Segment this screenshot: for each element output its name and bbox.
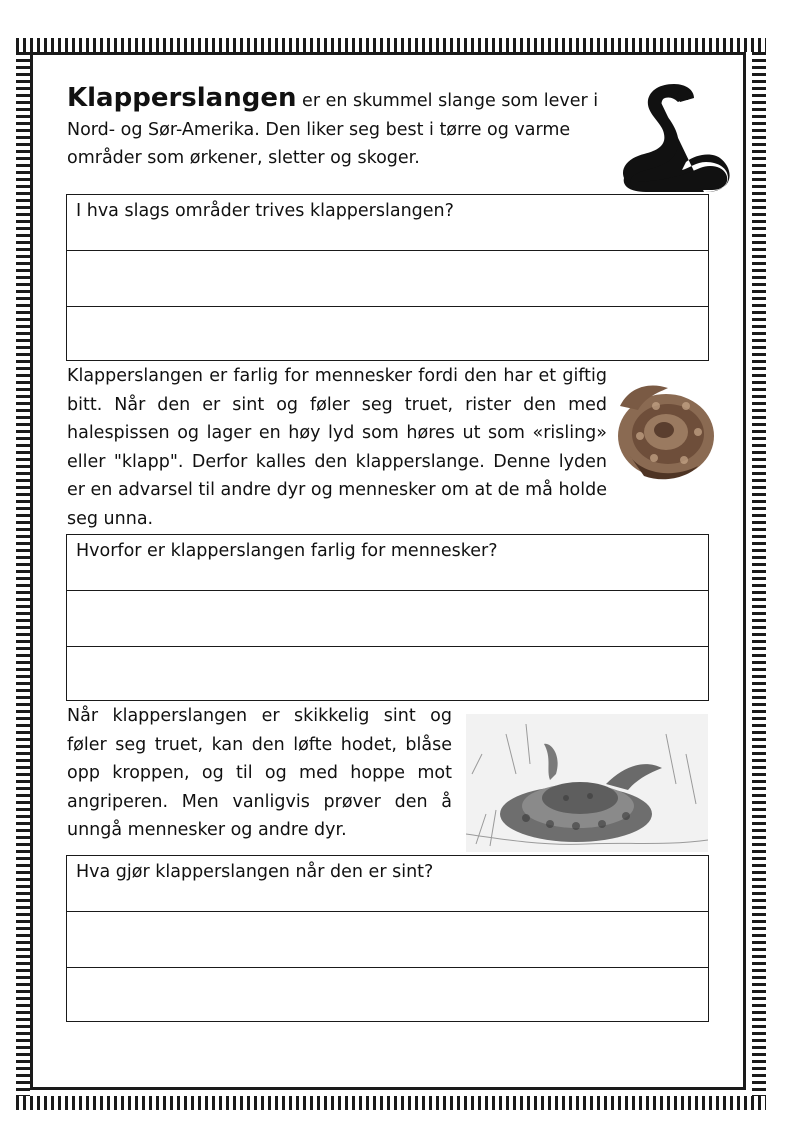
answer-line-3a[interactable] <box>67 912 708 968</box>
rattlesnake-engraving <box>466 714 708 852</box>
border-ticks-top <box>16 38 766 52</box>
intro-text: er en skummel slange som lever i Nord- og Sør-Amerika. Den liker seg best i tørre og varme områder som ørkener, sletter og skoger. <box>67 91 599 168</box>
behaviour-paragraph: Når klapperslangen er skikkelig sint og føler seg truet, kan den løfte hodet, blåse opp kroppen, og til og med hoppe mot angriperen. Men vanligvis prøver den å unngå mennesker og andre dyr. <box>67 706 452 840</box>
answer-line-1a[interactable] <box>67 251 708 307</box>
intro-lead-title: Klapperslangen <box>67 83 297 113</box>
question-2-row <box>67 535 708 591</box>
answer-line-3b[interactable] <box>67 968 708 1021</box>
danger-paragraph: Klapperslangen er farlig for mennesker fordi den har et giftig bitt. Når den er sint og føler seg truet, rister den med halespissen og lager en høy lyd som høres ut som «risling» eller "klapp". Derfor kalles den klapperslange. Denne lyden er en advarsel til andre dyr og mennesker om at de må holde seg unna. <box>67 366 607 529</box>
question-1-label: I hva slags områder trives klapperslangen? <box>76 201 454 221</box>
answer-line-1b[interactable] <box>67 307 708 360</box>
question-box-1 <box>66 194 709 361</box>
question-1-row <box>67 195 708 251</box>
snake-silhouette-image <box>616 82 732 194</box>
question-3-label: Hva gjør klapperslangen når den er sint? <box>76 862 434 882</box>
answer-line-2a[interactable] <box>67 591 708 647</box>
border-ticks-left <box>16 52 30 1096</box>
answer-line-2b[interactable] <box>67 647 708 700</box>
question-box-3 <box>66 855 709 1022</box>
border-ticks-right <box>752 52 766 1096</box>
question-2-label: Hvorfor er klapperslangen farlig for mennesker? <box>76 541 498 561</box>
border-ticks-bottom <box>16 1096 766 1110</box>
coiled-snake-photo <box>610 376 718 486</box>
question-3-row <box>67 856 708 912</box>
intro-paragraph <box>67 84 607 173</box>
question-box-2 <box>66 534 709 701</box>
